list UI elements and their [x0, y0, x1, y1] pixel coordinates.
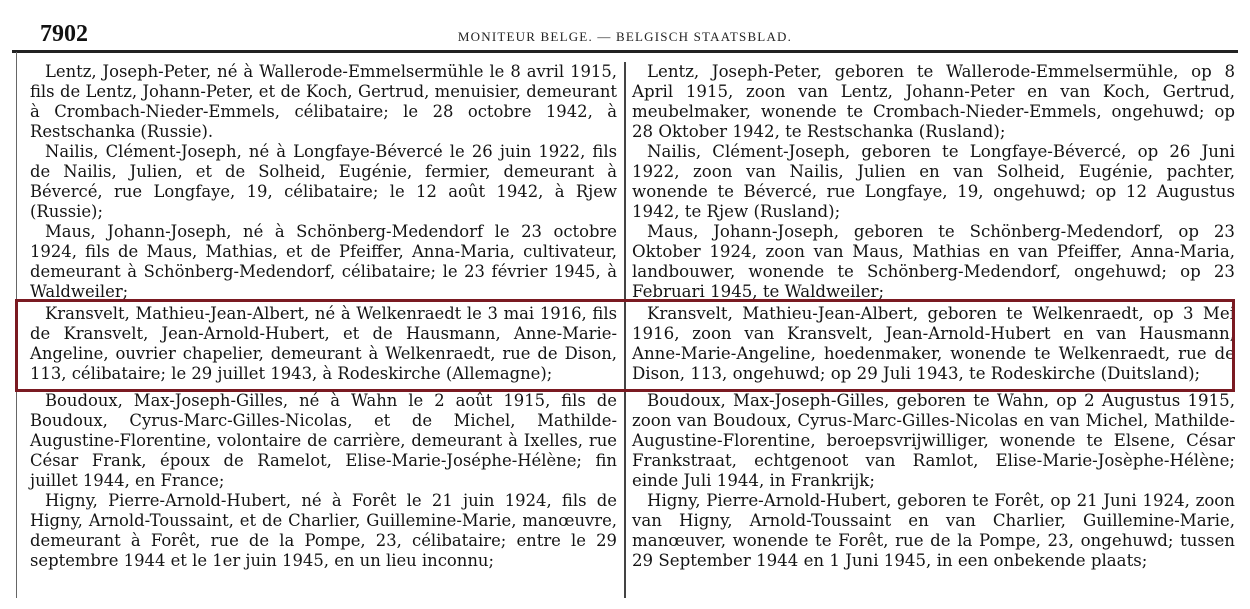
entry-lentz-nl: Lentz, Joseph-Peter, geboren te Wallerode-Emmelsermühle, op 8 April 1915, zoon van Lentz, Johann-Peter en van Koch, Gertrud, meubelmaker, wonende te Crombach-Nieder-Emmels, ongehuwd; op 28 Oktober 1942, te Restschanka (Rusland);: [632, 62, 1235, 141]
entry-nailis-nl: Nailis, Clément-Joseph, geboren te Longfaye-Bévercé, op 26 Juni 1922, zoon van Nailis, Julien en van Solheid, Eugénie, pachter, wonende te Bévercé, rue Longfaye, 19, ongehuwd; op 12 Augustus 1942, te Rjew (Rusland);: [632, 142, 1235, 221]
entry-nailis-fr: Nailis, Clément-Joseph, né à Longfaye-Bévercé le 26 juin 1922, fils de Nailis, Julien, et de Solheid, Eugénie, fermier, demeurant à Bévercé, rue Longfaye, 19, célibataire; le 12 août 1942, à Rjew (Russie);: [30, 142, 617, 221]
entry-lentz-fr: Lentz, Joseph-Peter, né à Wallerode-Emmelsermühle le 8 avril 1915, fils de Lentz, Johann-Peter, et de Koch, Gertrud, menuisier, demeurant à Crombach-Nieder-Emmels, célibataire; le 28 octobre 1942, à Restschanka (Russie).: [30, 62, 617, 141]
highlight-box: [15, 299, 1235, 392]
journal-title: MONITEUR BELGE. — BELGISCH STAATSBLAD.: [457, 29, 793, 44]
entry-maus-fr: Maus, Johann-Joseph, né à Schönberg-Medendorf le 23 octobre 1924, fils de Maus, Mathias, et de Pfeiffer, Anna-Maria, cultivateur, demeurant à Schönberg-Medendorf, célibataire; le 23 février 1945, à Waldweiler;: [30, 222, 617, 301]
entry-higny-fr: Higny, Pierre-Arnold-Hubert, né à Forêt le 21 juin 1924, fils de Higny, Arnold-Toussaint, et de Charlier, Guillemine-Marie, manœuvre, demeurant à Forêt, rue de la Pompe, 23, célibataire; entre le 29 septembre 1944 et le 1er juin 1945, en un lieu inconnu;: [30, 491, 617, 570]
entry-kransvelt-nl: Kransvelt, Mathieu-Jean-Albert, geboren te Welkenraedt, op 3 Mei 1916, zoon van Kransvelt, Jean-Arnold-Hubert en van Hausmann, Anne-Marie-Angeline, hoedenmaker, wonende te Welkenraedt, rue de Dison, 113, ongehuwd; op 29 Juli 1943, te Rodeskirche (Duitsland);: [632, 304, 1235, 383]
header-rule: [12, 50, 1238, 53]
entry-kransvelt-fr: Kransvelt, Mathieu-Jean-Albert, né à Welkenraedt le 3 mai 1916, fils de Kransvelt, Jean-Arnold-Hubert, et de Hausmann, Anne-Marie-Angeline, ouvrier chapelier, demeurant à Welkenraedt, rue de Dison, 113, célibataire; le 29 juillet 1943, à Rodeskirche (Allemagne);: [30, 304, 617, 383]
page-number: 7902: [40, 21, 88, 47]
page-header: [0, 0, 1250, 50]
entry-higny-nl: Higny, Pierre-Arnold-Hubert, geboren te Forêt, op 21 Juni 1924, zoon van Higny, Arnold-Toussaint en van Charlier, Guillemine-Marie, manœuver, wonende te Forêt, rue de la Pompe, 23, ongehuwd; tussen 29 September 1944 en 1 Juni 1945, in een onbekende plaats;: [632, 491, 1235, 570]
entry-boudoux-fr: Boudoux, Max-Joseph-Gilles, né à Wahn le 2 août 1915, fils de Boudoux, Cyrus-Marc-Gilles-Nicolas, et de Michel, Mathilde-Augustine-Florentine, volontaire de carrière, demeurant à Ixelles, rue César Frank, époux de Ramelot, Elise-Marie-Joséphe-Hélène; fin juillet 1944, en France;: [30, 391, 617, 490]
entry-maus-nl: Maus, Johann-Joseph, geboren te Schönberg-Medendorf, op 23 Oktober 1924, zoon van Maus, Mathias en van Pfeiffer, Anna-Maria, landbouwer, wonende te Schönberg-Medendorf, ongehuwd; op 23 Februari 1945, te Waldweiler;: [632, 222, 1235, 301]
entry-boudoux-nl: Boudoux, Max-Joseph-Gilles, geboren te Wahn, op 2 Augustus 1915, zoon van Boudoux, Cyrus-Marc-Gilles-Nicolas en van Michel, Mathilde-Augustine-Florentine, beroepsvrijwilliger, wonende te Elsene, César Frankstraat, echtgenoot van Ramlot, Elise-Marie-Josèphe-Hélène; einde Juli 1944, in Frankrijk;: [632, 391, 1235, 490]
bottom-cut: [0, 598, 1250, 609]
